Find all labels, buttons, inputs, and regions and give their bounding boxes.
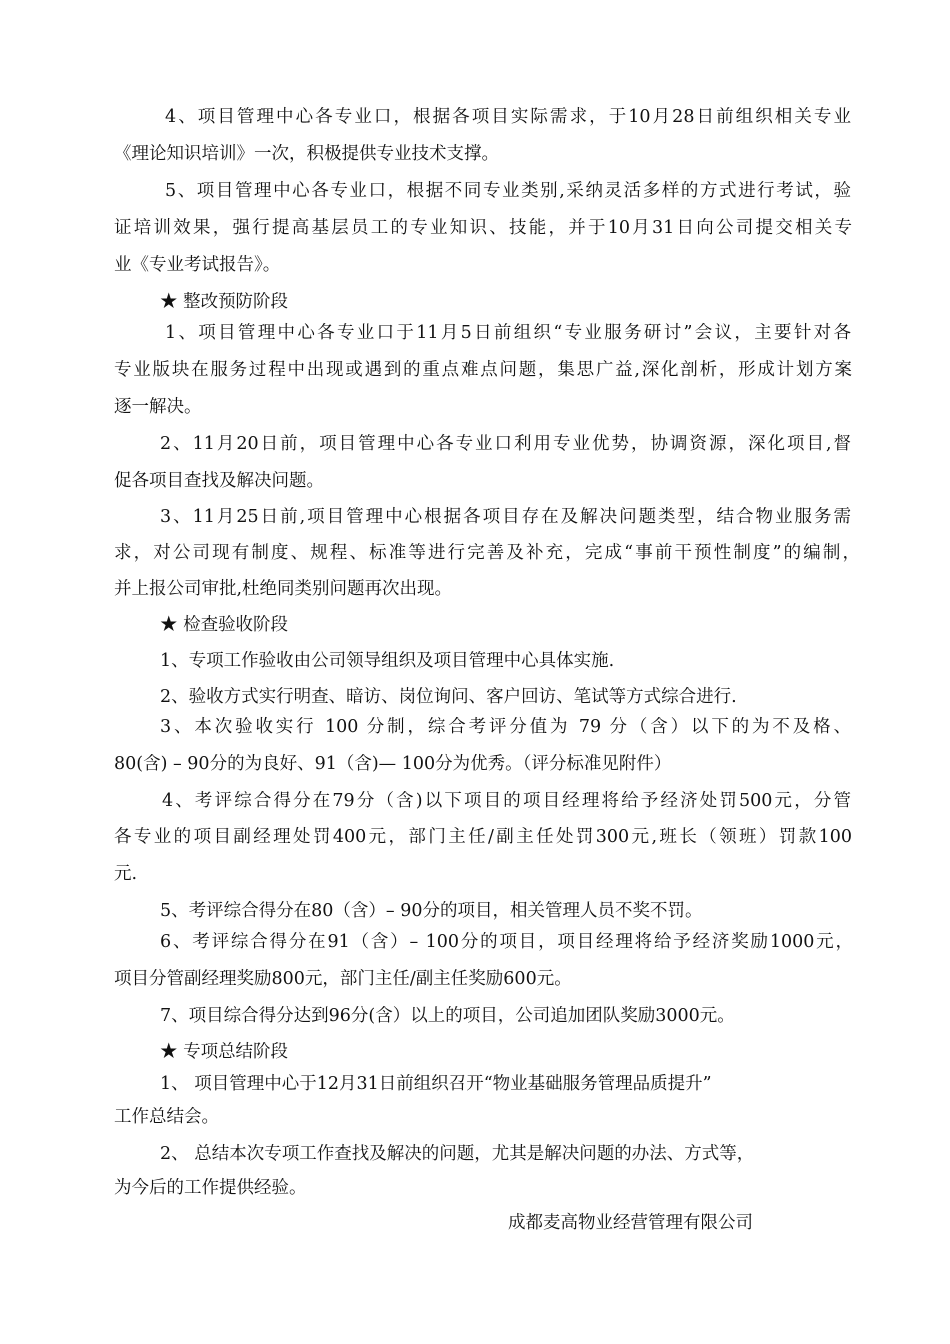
paragraph-line: 4、考评综合得分在79分（含)以下项目的项目经理将给予经济处罚500元，分管 bbox=[162, 791, 851, 811]
paragraph-line: 业《专业考试报告》。 bbox=[114, 255, 281, 275]
paragraph-line: 2、验收方式实行明查、暗访、岗位询问、客户回访、笔试等方式综合进行. bbox=[160, 687, 737, 707]
section-heading: ★ 整改预防阶段 bbox=[160, 292, 289, 312]
paragraph-line: 3、本次验收实行 100 分制，综合考评分值为 79 分（含）以下的为不及格、 bbox=[160, 717, 851, 737]
paragraph-line: 1、 项目管理中心于12月31日前组织召开“物业基础服务管理品质提升” bbox=[160, 1074, 712, 1094]
paragraph-line: 逐一解决。 bbox=[114, 397, 202, 417]
paragraph-line: 求，对公司现有制度、规程、标准等进行完善及补充，完成“事前干预性制度”的编制， bbox=[114, 543, 860, 563]
paragraph-line: 专业版块在服务过程中出现或遇到的重点难点问题，集思广益,深化剖析，形成计划方案 bbox=[114, 360, 852, 380]
paragraph-line: 1、专项工作验收由公司领导组织及项目管理中心具体实施. bbox=[160, 651, 615, 671]
paragraph-line: 4、项目管理中心各专业口，根据各项目实际需求，于10月28日前组织相关专业 bbox=[165, 107, 851, 127]
section-heading: ★ 专项总结阶段 bbox=[160, 1042, 289, 1062]
company-signature: 成都麦高物业经营管理有限公司 bbox=[508, 1213, 753, 1233]
paragraph-line: 各专业的项目副经理处罚400元，部门主任/副主任处罚300元,班长（领班）罚款100 bbox=[114, 827, 852, 847]
paragraph-line: 1、项目管理中心各专业口于11月5日前组织“专业服务研讨”会议，主要针对各 bbox=[165, 323, 851, 343]
paragraph-line: 2、 总结本次专项工作查找及解决的问题，尤其是解决问题的办法、方式等， bbox=[160, 1144, 755, 1164]
paragraph-line: 2、11月20日前，项目管理中心各专业口利用专业优势，协调资源，深化项目,督 bbox=[160, 434, 851, 454]
paragraph-line: 80(含) – 90分的为良好、91（含)— 100分为优秀。（评分标准见附件） bbox=[114, 754, 672, 774]
paragraph-line: 项目分管副经理奖励800元，部门主任/副主任奖励600元。 bbox=[114, 969, 572, 989]
paragraph-line: 促各项目查找及解决问题。 bbox=[114, 471, 324, 491]
paragraph-line: 工作总结会。 bbox=[114, 1107, 219, 1127]
section-heading: ★ 检查验收阶段 bbox=[160, 615, 289, 635]
paragraph-line: 5、项目管理中心各专业口，根据不同专业类别,采纳灵活多样的方式进行考试，验 bbox=[165, 181, 851, 201]
paragraph-line: 元. bbox=[114, 864, 138, 884]
paragraph-line: 并上报公司审批,杜绝同类别问题再次出现。 bbox=[114, 579, 453, 599]
paragraph-line: 6、考评综合得分在91（含）– 100分的项目，项目经理将给予经济奖励1000元， bbox=[160, 932, 853, 952]
paragraph-line: 7、项目综合得分达到96分(含）以上的项目，公司追加团队奖励3000元。 bbox=[160, 1006, 735, 1026]
paragraph-line: 《理论知识培训》一次，积极提供专业技术支撑。 bbox=[114, 144, 499, 164]
paragraph-line: 证培训效果，强行提高基层员工的专业知识、技能，并于10月31日向公司提交相关专 bbox=[114, 218, 852, 238]
paragraph-line: 5、考评综合得分在80（含）– 90分的项目，相关管理人员不奖不罚。 bbox=[160, 901, 703, 921]
paragraph-line: 3、11月25日前,项目管理中心根据各项目存在及解决问题类型，结合物业服务需 bbox=[160, 507, 851, 527]
paragraph-line: 为今后的工作提供经验。 bbox=[114, 1178, 307, 1198]
